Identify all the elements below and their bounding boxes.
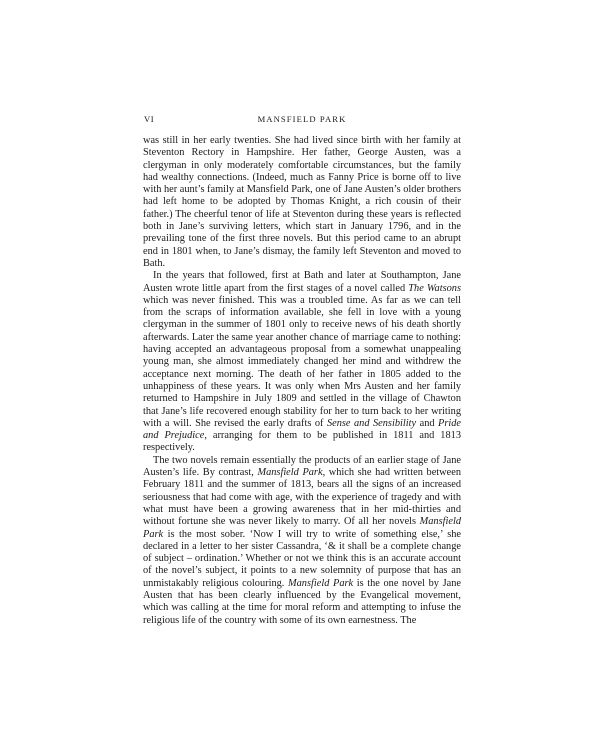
body-text <box>143 135 461 627</box>
text-run: The two novels remain essentially the products of an earlier stage of Jane Austen’s life. By contrast, <box>143 454 461 479</box>
running-title: MANSFIELD PARK <box>257 114 347 124</box>
title-pride-and-prejudice: Pride and Prejudice <box>143 417 462 442</box>
paragraph-2 <box>143 270 461 454</box>
text-run: and <box>416 417 439 429</box>
running-head <box>143 114 461 130</box>
title-mansfield-park: Mansfield Park <box>257 467 323 479</box>
book-page <box>143 114 461 627</box>
text-run: is the one novel by Jane Austen that has been clearly influenced by the Evangelical movement, which was calling at the time for moral reform and attempting to infuse the religious life of the country with some of its own earnestness. The <box>143 577 461 626</box>
paragraph-3 <box>143 455 461 627</box>
text-run: which was never finished. This was a troubled time. As far as we can tell from the scraps of information available, she fell in love with a young clergyman in the summer of 1801 only to receive news of his death shortly afterwards. Later the same year another chance of marriage came to nothing: having accepted an advantageous proposal from a somewhat unappealing young man, she almost immediately changed her mind and withdrew the acceptance next morning. The death of her father in 1805 added to the unhappiness of these years. It was only when Mrs Austen and her family returned to Hampshire in July 1809 and settled in the village of Chawton that Jane’s life recovered enough stability for her to turn back to her writing with a will. She revised the early drafts of <box>143 294 461 429</box>
title-mansfield-park: Mansfield Park <box>143 516 461 540</box>
title-mansfield-park: Mansfield Park <box>288 577 354 589</box>
text-run: In the years that followed, first at Bath and later at Southampton, Jane Austen wrote little apart from the first stages of a novel called <box>143 270 461 294</box>
page-number: VI <box>144 114 155 124</box>
text-run: , arranging for them to be published in 1811 and 1813 respectively. <box>143 430 461 454</box>
text-run: , which she had written between February 1811 and the summer of 1813, bears all the signs of an increased seriousness that had come with age, with the experience of tragedy and with what must have been a growing awareness that in her mid-thirties and without fortune she was never likely to marry. Of all her novels <box>143 467 461 528</box>
title-the-watsons: The Watsons <box>408 282 461 294</box>
paragraph-1 <box>143 135 461 270</box>
text-run: is the most sober. ‘Now I will try to write of something else,’ she declared in a letter to her sister Cassandra, ‘& it shall be a complete change of subject – ordination.’ Whether or not we think this is an accurate account of the novel’s subject, it points to a new solemnity of purpose that has an unmistakably religious colouring. <box>143 528 461 589</box>
text-run: was still in her early twenties. She had lived since birth with her family at Steventon Rectory in Hampshire. Her father, George Austen, was a clergyman in only moderately comfortable circumstances, but the family had wealthy connections. (Indeed, much as Fanny Price is borne off to live with her aunt’s family at Mansfield Park, one of Jane Austen’s older brothers had left home to be adopted by Thomas Knight, a rich cousin of their father.) The cheerful tenor of life at Steventon during these years is reflected both in Jane’s surviving letters, which start in January 1796, and in the prevailing tone of the first three novels. But this period came to an abrupt end in 1801 when, to Jane’s dismay, the family left Steventon and moved to Bath. <box>143 135 461 269</box>
title-sense-and-sensibility: Sense and Sensibility <box>326 417 417 429</box>
